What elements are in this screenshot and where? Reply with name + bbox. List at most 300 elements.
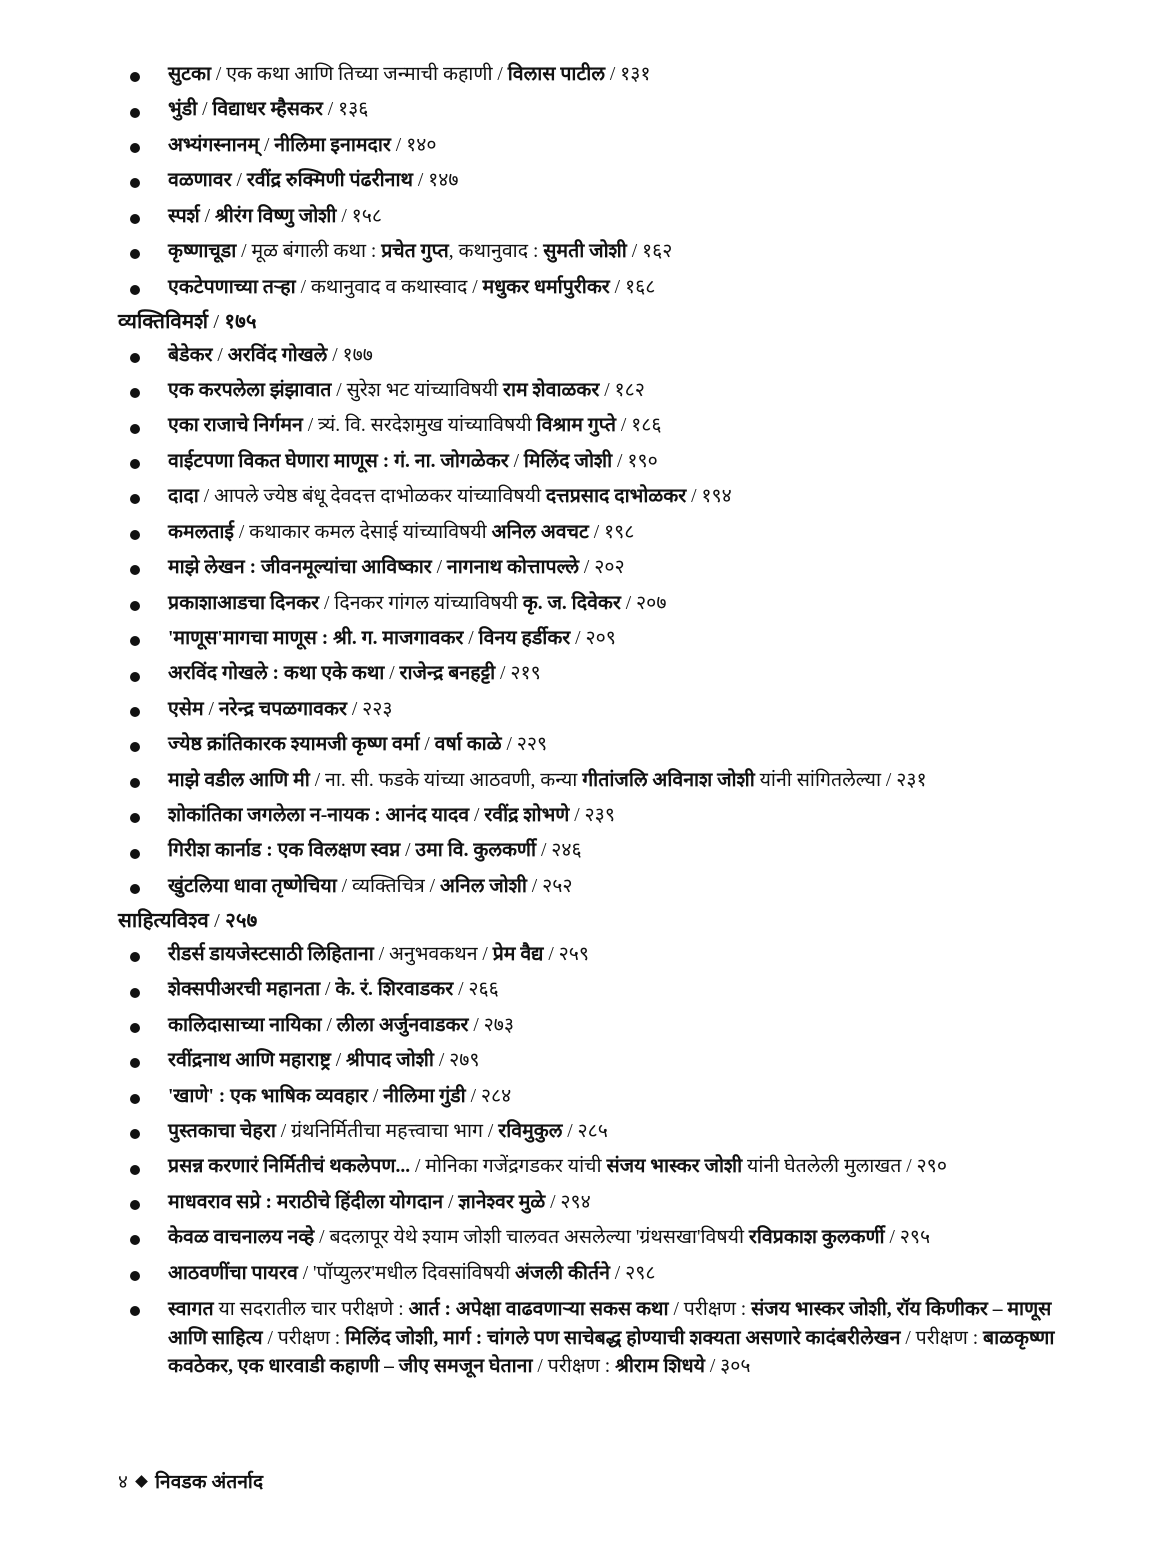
entry-page-number: १७७: [342, 344, 373, 366]
entry-page-number: १३१: [620, 64, 651, 85]
entry-page-number: २९५: [899, 1227, 931, 1249]
entry-bold2: के. रं. शिरवाडकर: [335, 979, 454, 1001]
entry-bold1: खुंटलिया धावा तृष्णेचिया: [168, 875, 337, 897]
entry-light1: /: [321, 1014, 337, 1036]
list-item[interactable]: [118, 661, 1078, 687]
entry-run: ३०५: [720, 1356, 751, 1378]
entry-bold1: अभ्यंगस्नानम्: [168, 134, 260, 156]
entry-list: [118, 942, 1078, 1287]
book-title: निवडक अंतर्नाद: [155, 1472, 264, 1493]
section-heading-label: व्यक्तिविमर्श: [118, 310, 209, 333]
final-entry-list: [118, 1296, 1078, 1381]
entry-run: / परीक्षण :: [532, 1356, 616, 1378]
bullet-icon: [130, 1235, 140, 1245]
entry-bold1: प्रसन्न करणारं निर्मितीचं थकलेपण...: [168, 1156, 411, 1178]
section-heading-label: साहित्यविश्व: [118, 910, 209, 933]
entry-light2: /: [599, 380, 615, 401]
entry-text: [168, 378, 1078, 404]
entry-run: / परीक्षण :: [900, 1327, 984, 1349]
bullet-icon: [130, 214, 140, 224]
bullet-icon: [130, 459, 140, 469]
entry-text: [168, 942, 1078, 968]
entry-light2: /: [327, 344, 343, 366]
entry-page-number: १९४: [701, 486, 732, 508]
section-heading-page: १७५: [224, 310, 257, 333]
entry-bold2: अरविंद गोखले: [227, 344, 328, 366]
entry-bold2: श्रीपाद जोशी: [346, 1050, 434, 1072]
entry-bold2: नागनाथ कोत्तापल्ले: [446, 557, 580, 579]
entry-light1: / ग्रंथनिर्मितीचा महत्त्वाचा भाग /: [275, 1121, 499, 1143]
entry-light1: /: [259, 134, 275, 156]
entry-bold2: लीला अर्जुनवाडकर: [336, 1014, 469, 1036]
list-item[interactable]: [118, 977, 1078, 1003]
entry-light1: /: [203, 698, 219, 720]
entry-light1: / कथाकार कमल देसाई यांच्याविषयी: [234, 521, 492, 543]
entry-light2: /: [543, 943, 559, 965]
entry-bold2: उमा वि. कुलकर्णी: [415, 840, 537, 862]
entry-bold2: ज्ञानेश्वर मुळे: [458, 1191, 546, 1213]
entry-text: [168, 803, 1078, 829]
entry-bold2: अंजली कीर्तने: [515, 1262, 610, 1284]
entry-bold2: प्रचेत गुप्त: [381, 241, 449, 263]
entry-page-number: २९०: [916, 1156, 947, 1178]
list-item[interactable]: [118, 343, 1078, 369]
entry-light1: /: [508, 450, 524, 472]
entry-light2: /: [609, 276, 625, 298]
entry-light2: /: [412, 170, 429, 192]
entry-page-number: १८६: [631, 415, 662, 437]
list-item[interactable]: [118, 449, 1078, 475]
entry-run: या सदरातील चार परीक्षणे :: [213, 1299, 409, 1321]
entry-bold1: वाईटपणा विकत घेणारा माणूस : गं. ना. जोगळेकर: [168, 450, 509, 472]
entry-text: [168, 62, 1078, 88]
list-item[interactable]: [118, 275, 1078, 301]
entry-bold2: मधुकर धर्मापुरीकर: [482, 276, 610, 298]
entry-light3: /: [626, 241, 642, 263]
list-item[interactable]: [118, 555, 1078, 581]
entry-text: [168, 1013, 1078, 1039]
list-item[interactable]: [118, 484, 1078, 510]
entry-bold2: संजय भास्कर जोशी: [606, 1156, 743, 1178]
entry-bold2: कृ. ज. दिवेकर: [522, 592, 621, 614]
entry-run: आर्त : अपेक्षा वाढवणाऱ्या सकस कथा: [408, 1299, 669, 1321]
bullet-icon: [130, 884, 140, 894]
entry-text: [168, 413, 1078, 439]
list-item[interactable]: [118, 239, 1078, 265]
entry-text: [168, 1084, 1078, 1110]
list-item[interactable]: [118, 133, 1078, 159]
entry-light1: /: [443, 1191, 459, 1213]
entry-light2: /: [390, 134, 407, 156]
entry-bold1: एक करपलेला झंझावात: [168, 380, 332, 401]
bullet-icon: [130, 353, 140, 363]
entry-bold2: विश्राम गुप्ते: [536, 415, 616, 437]
entry-light1: /: [463, 627, 479, 649]
entry-bold2: मिलिंद जोशी: [523, 450, 613, 472]
list-item[interactable]: [118, 874, 1078, 900]
entry-bold2: नीलिमा इनामदार: [274, 134, 391, 156]
page-footer: [118, 1468, 263, 1494]
entry-text: [168, 874, 1078, 900]
list-item[interactable]: [118, 413, 1078, 439]
entry-light2: यांनी सांगितलेल्या /: [754, 769, 897, 791]
entry-light2: /: [453, 979, 469, 1001]
entry-bold2: नरेन्द्र चपळगावकर: [218, 698, 347, 720]
entry-light2: /: [562, 1121, 578, 1143]
entry-text: [168, 591, 1078, 617]
section-sahityavishwa: [118, 909, 1078, 1286]
list-item[interactable]: [118, 1119, 1078, 1145]
entry-run: / परीक्षण :: [262, 1327, 346, 1349]
entry-light1: / ना. सी. फडके यांच्या आठवणी, कन्या: [309, 769, 583, 791]
section-vyaktivimarsha: [118, 310, 1078, 900]
entry-bold1: रीडर्स डायजेस्टसाठी लिहिताना: [168, 943, 374, 965]
entry-light2: /: [604, 64, 621, 85]
entry-text: [168, 555, 1078, 581]
list-item[interactable]: [118, 1296, 1078, 1381]
entry-page-number: १४७: [428, 170, 459, 192]
entry-bold2: राम शेवाळकर: [502, 380, 600, 401]
bullet-icon: [130, 849, 140, 859]
list-item[interactable]: [118, 626, 1078, 652]
list-item[interactable]: [118, 1225, 1078, 1251]
entry-text: [168, 1048, 1078, 1074]
bullet-icon: [130, 72, 140, 82]
entry-light1: / त्र्यं. वि. सरदेशमुख यांच्याविषयी: [302, 415, 537, 437]
entry-bold1: सुटका: [168, 64, 212, 85]
entry-bold1: पुस्तकाचा चेहरा: [168, 1121, 276, 1143]
entry-page-number: २०७: [636, 592, 667, 614]
entry-text: [168, 97, 1078, 123]
entry-light2: /: [526, 875, 543, 897]
entry-text: [168, 1119, 1078, 1145]
list-item[interactable]: [118, 768, 1078, 794]
entry-light2: /: [501, 734, 517, 756]
entry-bold1: शोकांतिका जगलेला न-नायक : आनंद यादव: [168, 805, 470, 827]
entry-bold2: रवींद्र शोभणे: [484, 805, 570, 827]
entry-bold1: कालिदासाच्या नायिका: [168, 1014, 322, 1036]
bullet-icon: [130, 952, 140, 962]
entry-bold2: वर्षा काळे: [434, 734, 502, 756]
bullet-icon: [130, 742, 140, 752]
entry-page-number: १६८: [624, 276, 656, 298]
entry-bold1: 'खाणे' : एक भाषिक व्यवहार: [168, 1085, 368, 1107]
entry-light2: , कथानुवाद :: [448, 241, 544, 263]
entry-text: [168, 484, 1078, 510]
entry-page-number: २०२: [594, 557, 625, 579]
bullet-icon: [130, 636, 140, 646]
bullet-icon: [130, 601, 140, 611]
bullet-icon: [130, 424, 140, 434]
entry-light2: /: [545, 1191, 561, 1213]
entry-bold2: अनिल जोशी: [439, 875, 527, 897]
entry-run: /: [704, 1356, 721, 1378]
section-heading-page: २५७: [225, 910, 258, 933]
list-item[interactable]: [118, 1190, 1078, 1216]
entry-light1: / व्यक्तिचित्र /: [336, 875, 440, 897]
entry-light1: / एक कथा आणि तिच्या जन्माची कहाणी /: [211, 64, 508, 85]
bullet-icon: [130, 108, 140, 118]
section-heading-separator: /: [208, 310, 225, 333]
entry-bold1: माधवराव सप्रे : मराठीचे हिंदीला योगदान: [168, 1191, 444, 1213]
list-item[interactable]: [118, 838, 1078, 864]
entry-bold1: भुंडी: [168, 99, 198, 121]
entry-page-number: २४६: [551, 840, 582, 862]
entry-text: [168, 133, 1078, 159]
bullet-icon: [130, 494, 140, 504]
entry-page-number: २७९: [449, 1050, 480, 1072]
bullet-icon: [130, 707, 140, 717]
entry-bold2: रविमुकुल: [498, 1121, 563, 1143]
bullet-icon: [130, 1023, 140, 1033]
entry-light2: /: [495, 663, 511, 685]
entry-light2: /: [686, 486, 702, 508]
list-item[interactable]: [118, 520, 1078, 546]
entry-light2: /: [884, 1227, 900, 1249]
entry-page-number: २८४: [480, 1085, 512, 1107]
entry-bold1: केवळ वाचनालय नव्हे: [168, 1227, 315, 1249]
bullet-icon: [130, 530, 140, 540]
section-heading: [118, 909, 1078, 935]
entry-run: श्रीराम शिधये: [615, 1356, 705, 1378]
entry-bold1: बेडेकर: [168, 344, 213, 366]
bullet-icon: [130, 388, 140, 398]
entry-bold1: माझे वडील आणि मी: [168, 769, 310, 791]
bullet-icon: [130, 178, 140, 188]
entry-text: [168, 626, 1078, 652]
list-item[interactable]: [118, 697, 1078, 723]
entry-bold1: दादा: [168, 486, 199, 508]
entry-light1: /: [384, 663, 400, 685]
entry-bold1: अरविंद गोखले : कथा एके कथा: [168, 663, 385, 685]
entry-light1: /: [469, 805, 485, 827]
entry-text: [168, 1154, 1078, 1180]
entry-light2: /: [609, 1262, 626, 1284]
entry-run: मिलिंद जोशी, मार्ग : चांगले पण साचेबद्ध होण्याची शक्यता असणारे कादंबरीलेखन: [345, 1327, 901, 1349]
entry-bold1: रवींद्रनाथ आणि महाराष्ट्र: [168, 1050, 331, 1072]
entry-light1: /: [431, 557, 447, 579]
entry-light1: /: [320, 979, 336, 1001]
entry-light2: /: [615, 415, 632, 437]
entry-page-number: २६६: [468, 979, 499, 1001]
entry-bold2: रविप्रकाश कुलकर्णी: [748, 1227, 885, 1249]
bullet-icon: [130, 1094, 140, 1104]
entry-bold1: कमलताई: [168, 521, 235, 543]
entry-page-number: १३६: [338, 99, 369, 121]
entry-bold1: 'माणूस'मागचा माणूस : श्री. ग. माजगावकर: [168, 627, 464, 649]
list-item[interactable]: [118, 591, 1078, 617]
entry-light1: /: [330, 1050, 347, 1072]
entry-page-number: १८२: [614, 380, 645, 401]
entry-list: [118, 343, 1078, 900]
entry-light1: /: [231, 170, 247, 192]
entry-light2: /: [433, 1050, 450, 1072]
bullet-icon: [130, 1058, 140, 1068]
bullet-icon: [130, 1306, 140, 1316]
entry-bold1: माझे लेखन : जीवनमूल्यांचा आविष्कार: [168, 557, 432, 579]
entry-text: [168, 449, 1078, 475]
bullet-icon: [130, 565, 140, 575]
entry-page-number: २५९: [558, 943, 590, 965]
entry-text: [168, 697, 1078, 723]
bullet-icon: [130, 778, 140, 788]
entry-text: [168, 168, 1078, 194]
entry-bold2: विलास पाटील: [507, 64, 605, 85]
entry-light2: /: [465, 1085, 481, 1107]
entry-page-number: २९४: [560, 1191, 591, 1213]
entry-page-number: २१९: [510, 663, 541, 685]
entry-light1: /: [400, 840, 416, 862]
entry-light1: / सुरेश भट यांच्याविषयी: [331, 380, 503, 401]
entry-light1: / कथानुवाद व कथास्वाद /: [295, 276, 483, 298]
entry-light1: / मूळ बंगाली कथा :: [236, 241, 382, 263]
entry-text: [168, 239, 1078, 265]
bullet-icon: [130, 1129, 140, 1139]
entry-bold1: वळणावर: [168, 170, 232, 192]
entry-bold2: गीतांजलि अविनाश जोशी: [582, 769, 755, 791]
entry-text: [168, 343, 1078, 369]
section-heading: [118, 310, 1078, 336]
entry-text: [168, 204, 1078, 230]
entry-light2: /: [570, 627, 586, 649]
entry-list: [118, 62, 1078, 300]
bullet-icon: [130, 249, 140, 259]
entry-light1: / मोनिका गजेंद्रगडकर यांची: [410, 1156, 607, 1178]
entry-bold2: रवींद्र रुक्मिणी पंढरीनाथ: [246, 170, 413, 192]
entry-text: [168, 661, 1078, 687]
list-item[interactable]: [118, 1084, 1078, 1110]
entry-bold2: अनिल अवचट: [491, 521, 589, 543]
entry-page-number: २३९: [584, 805, 615, 827]
bullet-icon: [130, 988, 140, 998]
entry-light2: /: [612, 450, 628, 472]
entry-light1: /: [212, 344, 228, 366]
entry-light2: /: [536, 840, 552, 862]
sections-root: [118, 62, 1078, 1287]
entry-page-number: २२९: [516, 734, 548, 756]
entry-bold1: शेक्सपीअरची महानता: [168, 979, 321, 1001]
entry-light2: /: [579, 557, 595, 579]
entry-bold2: नीलिमा गुंडी: [383, 1085, 466, 1107]
entry-text: [168, 1225, 1078, 1251]
entry-light1: / आपले ज्येष्ठ बंधू देवदत्त दाभोळकर यांच्याविषयी: [198, 486, 546, 508]
folio-number: ४: [118, 1472, 129, 1493]
list-item[interactable]: [118, 1154, 1078, 1180]
entry-light1: / दिनकर गांगल यांच्याविषयी: [319, 592, 523, 614]
entry-bold2: प्रेम वैद्य: [492, 943, 544, 965]
entry-text: [168, 520, 1078, 546]
list-item[interactable]: [118, 803, 1078, 829]
entry-light1: / बदलापूर येथे श्याम जोशी चालवत असलेल्या 'ग्रंथसखा'विषयी: [314, 1227, 749, 1249]
list-item[interactable]: [118, 378, 1078, 404]
entry-page-number: २३१: [896, 769, 927, 791]
entry-bold2: श्रीरंग विष्णु जोशी: [214, 205, 337, 227]
entry-page-number: १९०: [627, 450, 658, 472]
bullet-icon: [130, 285, 140, 295]
entry-page-number: १४०: [406, 134, 437, 156]
entry-text: [168, 768, 1078, 794]
entry-page-number: २८५: [577, 1121, 608, 1143]
bullet-icon: [130, 143, 140, 153]
entry-run: बाळकृष्णा कवठेकर, एक धारवाडी कहाणी – जीए समजून घेताना: [168, 1327, 1055, 1378]
entry-text: [168, 977, 1078, 1003]
entry-light2: यांनी घेतलेली मुलाखत /: [742, 1156, 917, 1178]
bullet-icon: [130, 1271, 140, 1281]
list-item[interactable]: [118, 732, 1078, 758]
entry-light1: / 'पॉप्युलर'मधील दिवसांविषयी: [297, 1262, 516, 1284]
bullet-icon: [130, 672, 140, 682]
entry-light1: /: [367, 1085, 384, 1107]
entry-text: [168, 1261, 1078, 1287]
list-item[interactable]: [118, 1048, 1078, 1074]
entry-page-number: २२३: [362, 698, 393, 720]
section-continued-stories: [118, 62, 1078, 300]
entry-light1: /: [419, 734, 435, 756]
list-item[interactable]: [118, 942, 1078, 968]
list-item[interactable]: [118, 97, 1078, 123]
entry-bold1: एसेम: [168, 698, 204, 720]
bullet-icon: [130, 813, 140, 823]
toc-content: [118, 62, 1078, 1394]
entry-text: [168, 275, 1078, 301]
entry-page-number: २७३: [483, 1014, 515, 1036]
entry-run: – माणूस आणि साहित्य: [168, 1299, 1052, 1349]
entry-page-number: १५८: [351, 205, 383, 227]
entry-bold1: आठवणींचा पायरव: [168, 1262, 298, 1284]
entry-light2: /: [620, 592, 637, 614]
entry-text: [168, 1190, 1078, 1216]
entry-run: स्वागत: [168, 1299, 214, 1321]
entry-light1: /: [199, 205, 215, 227]
entry-bold2: दत्तप्रसाद दाभोळकर: [545, 486, 687, 508]
section-heading-separator: /: [208, 910, 226, 933]
entry-light1: / अनुभवकथन /: [373, 943, 493, 965]
entry-text: [168, 838, 1078, 864]
entry-light2: /: [346, 698, 363, 720]
entry-light2: /: [588, 521, 604, 543]
entry-bold1: गिरीश कार्नाड : एक विलक्षण स्वप्न: [168, 840, 401, 862]
entry-light1: /: [197, 99, 213, 121]
entry-page-number: १९८: [603, 521, 635, 543]
entry-bold2: राजेन्द्र बनहट्टी: [399, 663, 496, 685]
entry-page-number: २०९: [585, 627, 616, 649]
entry-bold2: विनय हर्डीकर: [478, 627, 571, 649]
entry-text: [168, 732, 1078, 758]
list-item[interactable]: [118, 1013, 1078, 1039]
entry-page-number: २९८: [625, 1262, 656, 1284]
diamond-icon: [135, 1475, 148, 1488]
entry-text: [168, 1296, 1078, 1381]
entry-bold3: सुमती जोशी: [543, 241, 627, 263]
entry-light2: /: [322, 99, 338, 121]
entry-run: संजय भास्कर जोशी, रॉय किणीकर: [751, 1299, 988, 1321]
list-item[interactable]: [118, 168, 1078, 194]
bullet-icon: [130, 1165, 140, 1175]
entry-bold2: विद्याधर म्हैसकर: [212, 99, 323, 121]
entry-light2: /: [468, 1014, 484, 1036]
bullet-icon: [130, 1200, 140, 1210]
entry-light2: /: [569, 805, 585, 827]
list-item[interactable]: [118, 1261, 1078, 1287]
entry-run: / परीक्षण :: [668, 1299, 752, 1321]
entry-page-number: २५२: [542, 875, 573, 897]
entry-bold1: स्पर्श: [168, 205, 200, 227]
list-item[interactable]: [118, 62, 1078, 88]
list-item[interactable]: [118, 204, 1078, 230]
entry-bold1: प्रकाशाआडचा दिनकर: [168, 592, 320, 614]
entry-bold1: एकटेपणाच्या तऱ्हा: [168, 276, 296, 298]
entry-bold1: ज्येष्ठ क्रांतिकारक श्यामजी कृष्ण वर्मा: [168, 734, 420, 756]
